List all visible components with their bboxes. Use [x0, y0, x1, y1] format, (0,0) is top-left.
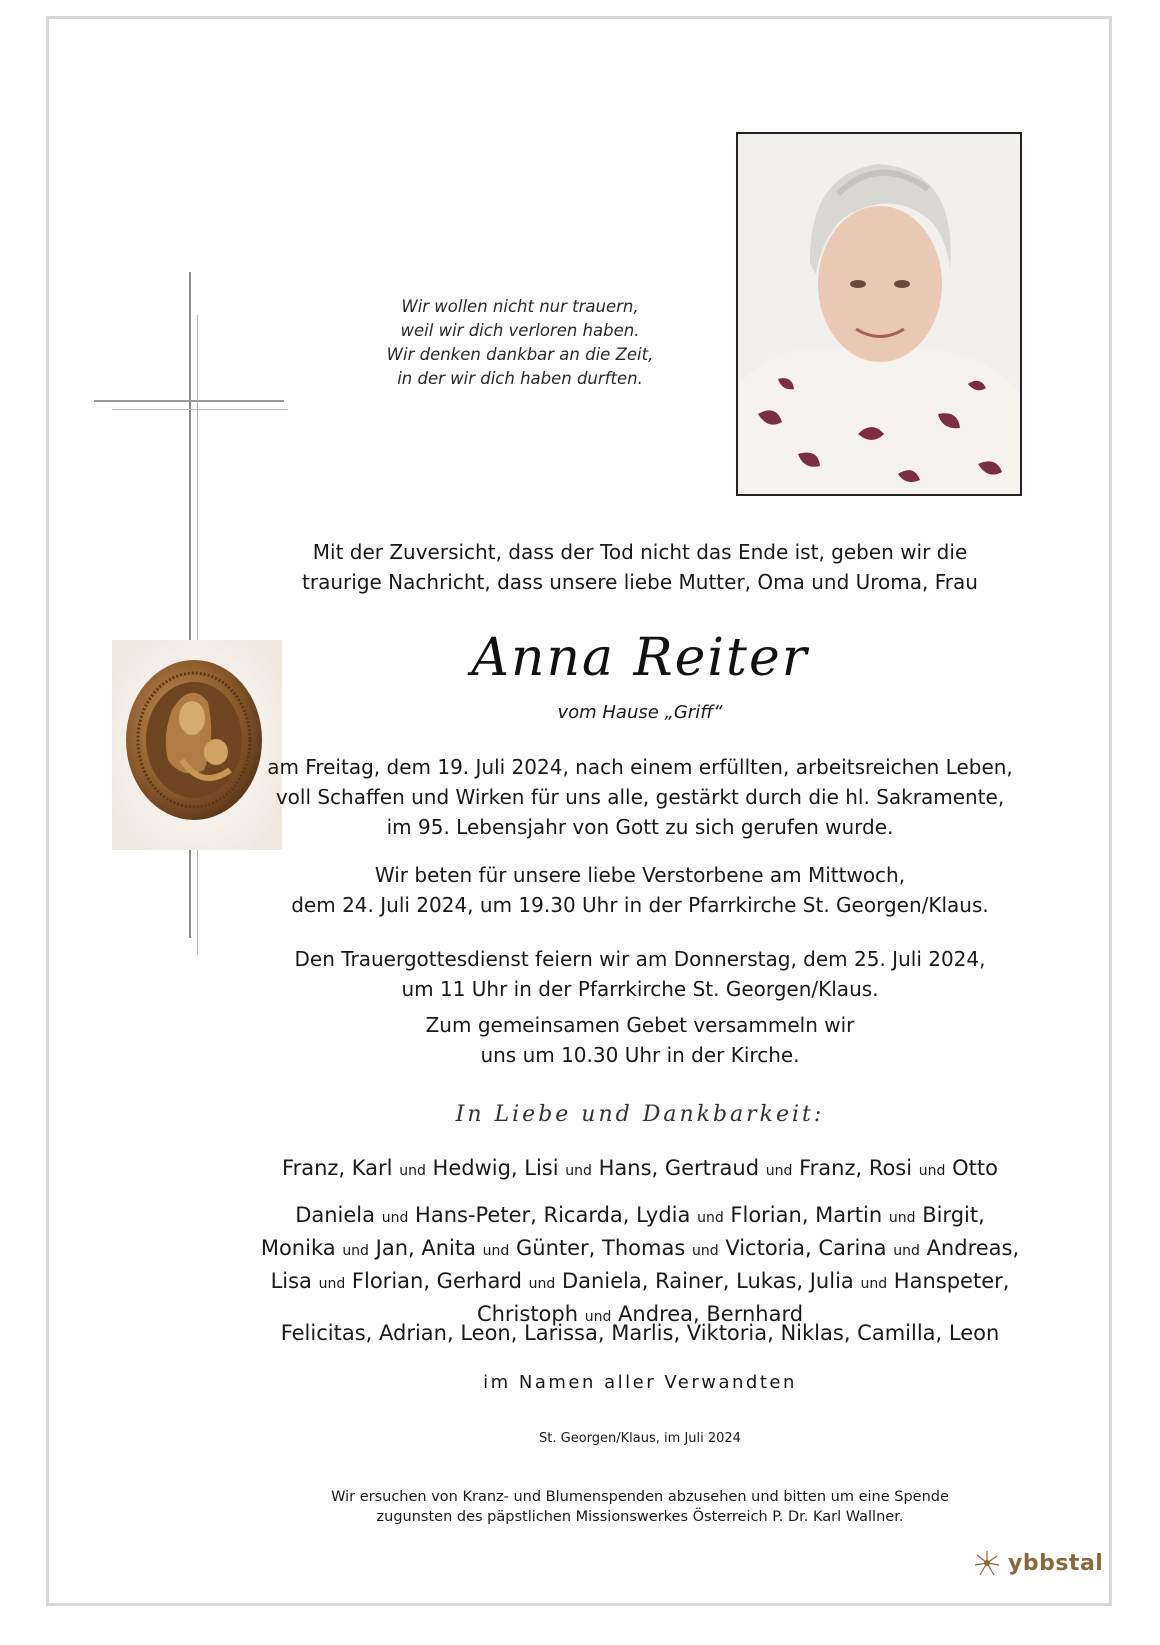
and-word: und: [918, 1163, 946, 1179]
mourners-grandchildren: [260, 1200, 1020, 1332]
mourner-names: Florian, Gerhard: [351, 1269, 522, 1293]
request-line: zugunsten des päpstlichen Missionswerkes Österreich P. Dr. Karl Wallner.: [376, 1509, 904, 1525]
mourner-names: Hans-Peter, Ricarda, Lydia: [415, 1203, 691, 1227]
death-line: voll Schaffen und Wirken für uns alle, gestärkt durch die hl. Sakramente,: [275, 785, 1005, 809]
death-details: [260, 752, 1020, 842]
and-word: und: [528, 1276, 556, 1292]
place-date: St. Georgen/Klaus, im Juli 2024: [539, 1431, 741, 1446]
mourner-names: Hanspeter,: [893, 1269, 1010, 1293]
mourners-great-grandchildren: Felicitas, Adrian, Leon, Larissa, Marlis, Viktoria, Niklas, Camilla, Leon: [280, 1321, 1000, 1345]
madonna-medallion-icon: [112, 640, 282, 850]
service-line: uns um 10.30 Uhr in der Kirche.: [480, 1043, 800, 1067]
mourner-names: Günter, Thomas: [516, 1236, 686, 1260]
request-line: Wir ersuchen von Kranz- und Blumenspenden abzusehen und bitten um eine Spende: [331, 1489, 949, 1505]
deceased-name: Anna Reiter: [471, 628, 809, 688]
death-line: am Freitag, dem 19. Juli 2024, nach einem erfüllten, arbeitsreichen Leben,: [267, 755, 1013, 779]
service-details: [260, 944, 1020, 1070]
and-word: und: [697, 1210, 724, 1226]
mourner-names: Monika: [260, 1236, 336, 1260]
memorial-verse: [340, 295, 700, 391]
verse-line: Wir wollen nicht nur trauern,: [401, 297, 639, 316]
mourner-names: Florian, Martin: [730, 1203, 883, 1227]
intro-line: Mit der Zuversicht, dass der Tod nicht das Ende ist, geben wir die: [312, 540, 968, 564]
mourner-names: Birgit,: [922, 1203, 985, 1227]
mourner-names: Andreas,: [926, 1236, 1020, 1260]
prayer-line: Wir beten für unsere liebe Verstorbene am Mittwoch,: [374, 863, 906, 887]
and-word: und: [888, 1210, 916, 1226]
mourner-names: Victoria, Carina: [725, 1236, 887, 1260]
and-word: und: [342, 1243, 369, 1259]
intro-line: traurige Nachricht, dass unsere liebe Mutter, Oma und Uroma, Frau: [302, 570, 978, 594]
mourner-names: Daniela: [295, 1203, 376, 1227]
mourner-names: Lisa: [270, 1269, 312, 1293]
service-line: Den Trauergottesdienst feiern wir am Donnerstag, dem 25. Juli 2024,: [294, 947, 986, 971]
mourner-names: Hans, Gertraud: [598, 1156, 760, 1180]
and-word: und: [893, 1243, 920, 1259]
announcement-intro: [260, 537, 1020, 597]
prayer-line: dem 24. Juli 2024, um 19.30 Uhr in der Pfarrkirche St. Georgen/Klaus.: [291, 893, 989, 917]
verse-line: in der wir dich haben durften.: [397, 369, 643, 388]
prayer-details: [260, 860, 1020, 920]
and-word: und: [318, 1276, 346, 1292]
verse-line: weil wir dich verloren haben.: [400, 321, 640, 340]
and-word: und: [399, 1163, 426, 1179]
portrait-photo: [736, 132, 1022, 496]
and-word: und: [860, 1276, 888, 1292]
verse-line: Wir denken dankbar an die Zeit,: [386, 345, 654, 364]
mourner-names: Andrea, Bernhard: [618, 1302, 804, 1326]
mourners-children: [260, 1153, 1020, 1186]
and-word: und: [765, 1163, 793, 1179]
mourner-names: Christoph: [476, 1302, 579, 1326]
donation-request: [260, 1487, 1020, 1527]
service-line: um 11 Uhr in der Pfarrkirche St. Georgen/Klaus.: [401, 977, 879, 1001]
and-word: und: [565, 1163, 592, 1179]
and-word: und: [482, 1243, 510, 1259]
mourner-names: Jan, Anita: [375, 1236, 476, 1260]
house-name: vom Hause „Griff“: [557, 702, 723, 723]
relatives-line: im Namen aller Verwandten: [483, 1372, 797, 1393]
mourner-names: Franz, Rosi: [799, 1156, 913, 1180]
gratitude-heading: In Liebe und Dankbarkeit:: [455, 1102, 825, 1127]
mourner-names: Otto: [952, 1156, 998, 1180]
dandelion-icon: [972, 1548, 1002, 1578]
and-word: und: [381, 1210, 409, 1226]
ybbstal-logo: [972, 1546, 1103, 1580]
mourner-names: Hedwig, Lisi: [432, 1156, 559, 1180]
mourner-names: Daniela, Rainer, Lukas, Julia: [561, 1269, 854, 1293]
brand-name: ybbstal: [1008, 1550, 1104, 1576]
mourner-names: Franz, Karl: [282, 1156, 393, 1180]
and-word: und: [584, 1309, 612, 1325]
and-word: und: [691, 1243, 719, 1259]
service-line: Zum gemeinsamen Gebet versammeln wir: [425, 1013, 855, 1037]
death-line: im 95. Lebensjahr von Gott zu sich gerufen wurde.: [386, 815, 894, 839]
